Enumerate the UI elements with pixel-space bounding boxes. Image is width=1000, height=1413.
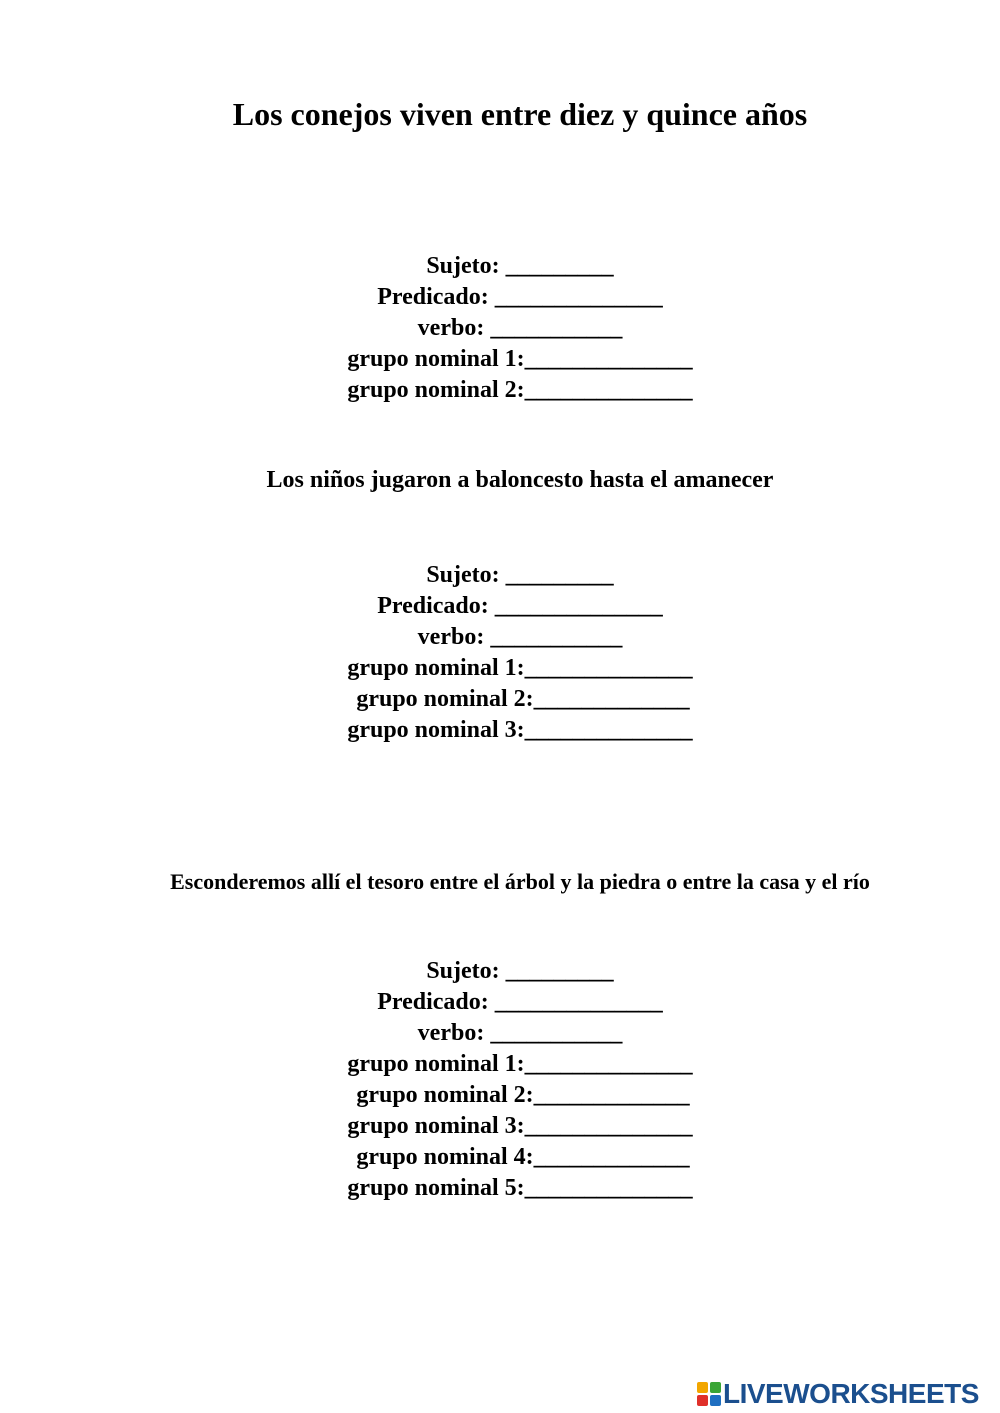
grupo-nominal-2-field[interactable]: grupo nominal 2:______________ xyxy=(347,377,693,403)
grupo-nominal-3-field[interactable]: grupo nominal 3:______________ xyxy=(347,717,693,743)
liveworksheets-logo xyxy=(697,1378,979,1410)
predicado-field[interactable]: Predicado: ______________ xyxy=(377,989,663,1015)
grupo-nominal-4-field[interactable]: grupo nominal 4:_____________ xyxy=(350,1144,690,1170)
sentence-2: Los niños jugaron a baloncesto hasta el amanecer xyxy=(266,467,774,493)
predicado-field[interactable]: Predicado: ______________ xyxy=(377,593,663,619)
logo-square-v xyxy=(697,1395,708,1406)
verbo-field[interactable]: verbo: ___________ xyxy=(417,315,623,341)
logo-squares-icon xyxy=(697,1382,721,1406)
grupo-nominal-5-field[interactable]: grupo nominal 5:______________ xyxy=(347,1175,693,1201)
sujeto-field[interactable]: Sujeto: _________ xyxy=(426,958,614,984)
answer-block-2 xyxy=(0,560,1000,746)
sentence-1: Los conejos viven entre diez y quince años xyxy=(232,96,808,132)
sentence-3: Esconderemos allí el tesoro entre el árbol y la piedra o entre la casa y el río xyxy=(170,869,870,894)
logo-square-e xyxy=(710,1395,721,1406)
grupo-nominal-1-field[interactable]: grupo nominal 1:______________ xyxy=(347,655,693,681)
answer-block-1 xyxy=(0,251,1000,406)
verbo-field[interactable]: verbo: ___________ xyxy=(417,1020,623,1046)
logo-square-l xyxy=(697,1382,708,1393)
logo-text: LIVEWORKSHEETS xyxy=(723,1378,979,1409)
sujeto-field[interactable]: Sujeto: _________ xyxy=(426,562,614,588)
sujeto-field[interactable]: Sujeto: _________ xyxy=(426,253,614,279)
verbo-field[interactable]: verbo: ___________ xyxy=(417,624,623,650)
grupo-nominal-2-field[interactable]: grupo nominal 2:_____________ xyxy=(350,1082,690,1108)
predicado-field[interactable]: Predicado: ______________ xyxy=(377,284,663,310)
grupo-nominal-3-field[interactable]: grupo nominal 3:______________ xyxy=(347,1113,693,1139)
grupo-nominal-2-field[interactable]: grupo nominal 2:_____________ xyxy=(350,686,690,712)
answer-block-3 xyxy=(0,956,1000,1204)
grupo-nominal-1-field[interactable]: grupo nominal 1:______________ xyxy=(347,1051,693,1077)
logo-square-i xyxy=(710,1382,721,1393)
grupo-nominal-1-field[interactable]: grupo nominal 1:______________ xyxy=(347,346,693,372)
